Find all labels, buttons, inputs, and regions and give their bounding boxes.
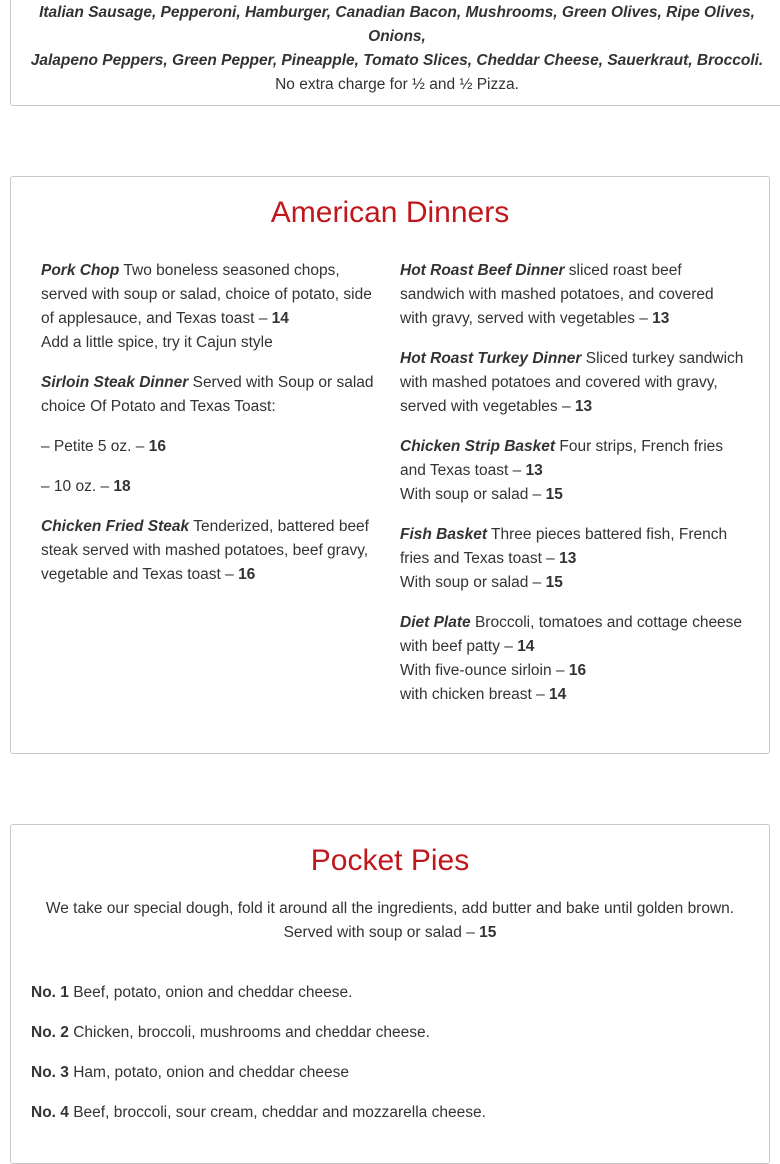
- option-price: 18: [113, 478, 131, 495]
- list-item: [31, 1061, 749, 1085]
- item-extra: Add a little spice, try it Cajun style: [41, 334, 273, 351]
- item-name: Chicken Strip Basket: [400, 438, 556, 455]
- menu-item-chicken-strip-basket: [400, 435, 745, 507]
- pizza-toppings: [11, 1, 780, 97]
- item-name: Hot Roast Turkey Dinner: [400, 350, 582, 367]
- item-extra: [400, 571, 745, 595]
- menu-item-fish-basket: [400, 523, 745, 595]
- item-name: Fish Basket: [400, 526, 488, 543]
- item-desc: Three pieces battered fish, French fries and Texas toast –: [400, 526, 728, 567]
- menu-item-hot-roast-turkey: [400, 347, 745, 419]
- option-label: – 10 oz. –: [41, 478, 114, 495]
- pocket-pies-section: [10, 824, 770, 1164]
- menu-option-10oz: [41, 475, 386, 499]
- item-price: 16: [238, 566, 256, 583]
- list-item: [31, 1021, 749, 1045]
- extra-text: With soup or salad –: [400, 486, 546, 503]
- item-desc: Two boneless seasoned chops, served with soup or salad, choice of potato, side of applesauce, and Texas toast –: [41, 262, 372, 327]
- item-name: Sirloin Steak Dinner: [41, 374, 189, 391]
- list-item: [31, 1101, 749, 1125]
- section-title: American Dinners: [270, 196, 510, 229]
- american-dinners-section: [10, 176, 770, 754]
- right-column: [400, 259, 745, 723]
- extra-price: 15: [545, 574, 563, 591]
- item-extra: [400, 659, 745, 683]
- toppings-line-1: Italian Sausage, Pepperoni, Hamburger, Canadian Bacon, Mushrooms, Green Olives, Ripe Olives, Onions,: [39, 4, 755, 45]
- menu-item-sirloin-steak: [41, 371, 386, 419]
- pie-number: No. 3: [31, 1064, 69, 1081]
- item-desc: Broccoli, tomatoes and cottage cheese with beef patty –: [400, 614, 743, 655]
- pie-desc: Chicken, broccoli, mushrooms and cheddar cheese.: [68, 1024, 430, 1041]
- item-extra-2: [400, 683, 745, 707]
- toppings-line-2: Jalapeno Peppers, Green Pepper, Pineapple, Tomato Slices, Cheddar Cheese, Sauerkraut, Broccoli.: [30, 52, 764, 69]
- menu-option-petite: [41, 435, 386, 459]
- item-price: 14: [271, 310, 289, 327]
- pie-number: No. 4: [31, 1104, 69, 1121]
- item-desc: Served with Soup or salad choice Of Potato and Texas Toast:: [41, 374, 374, 415]
- item-price: 13: [559, 550, 577, 567]
- item-price: 13: [525, 462, 543, 479]
- pies-intro: [25, 897, 755, 945]
- item-desc: Four strips, French fries and Texas toast –: [400, 438, 724, 479]
- item-name: Chicken Fried Steak: [41, 518, 190, 535]
- option-price: 16: [148, 438, 166, 455]
- menu-item-hot-roast-beef: [400, 259, 745, 331]
- intro-text: We take our special dough, fold it around all the ingredients, add butter and bake until golden brown. Served with soup or salad –: [45, 900, 735, 941]
- extra-text: with chicken breast –: [400, 686, 550, 703]
- item-name: Diet Plate: [400, 614, 471, 631]
- item-extra: [400, 483, 745, 507]
- pie-desc: Ham, potato, onion and cheddar cheese: [68, 1064, 349, 1081]
- item-name: Hot Roast Beef Dinner: [400, 262, 565, 279]
- item-price: 14: [517, 638, 535, 655]
- pizza-half-note: No extra charge for ½ and ½ Pizza.: [275, 76, 519, 93]
- menu-item-pork-chop: [41, 259, 386, 355]
- section-title: Pocket Pies: [310, 844, 470, 877]
- left-column: [41, 259, 386, 603]
- item-name: Pork Chop: [41, 262, 120, 279]
- pie-number: No. 2: [31, 1024, 69, 1041]
- item-price: 13: [574, 398, 593, 415]
- pie-number: No. 1: [31, 984, 69, 1001]
- pies-list: [31, 981, 749, 1141]
- item-desc: Sliced turkey sandwich with mashed potatoes and covered with gravy, served with vegetables –: [400, 350, 744, 415]
- item-price: 13: [652, 310, 670, 327]
- extra-text: With five-ounce sirloin –: [400, 662, 569, 679]
- pizza-section: [10, 0, 780, 106]
- extra-price: 16: [568, 662, 587, 679]
- item-desc: sliced roast beef sandwich with mashed potatoes, and covered with gravy, served with vegetables –: [400, 262, 714, 327]
- option-label: – Petite 5 oz. –: [41, 438, 149, 455]
- extra-price: 14: [549, 686, 567, 703]
- list-item: [31, 981, 749, 1005]
- pie-desc: Beef, potato, onion and cheddar cheese.: [68, 984, 353, 1001]
- menu-item-chicken-fried-steak: [41, 515, 386, 587]
- intro-price: 15: [479, 924, 497, 941]
- item-desc: Tenderized, battered beef steak served with mashed potatoes, beef gravy, vegetable and Texas toast –: [41, 518, 369, 583]
- extra-text: With soup or salad –: [400, 574, 546, 591]
- pie-desc: Beef, broccoli, sour cream, cheddar and mozzarella cheese.: [68, 1104, 486, 1121]
- extra-price: 15: [545, 486, 563, 503]
- menu-item-diet-plate: [400, 611, 745, 707]
